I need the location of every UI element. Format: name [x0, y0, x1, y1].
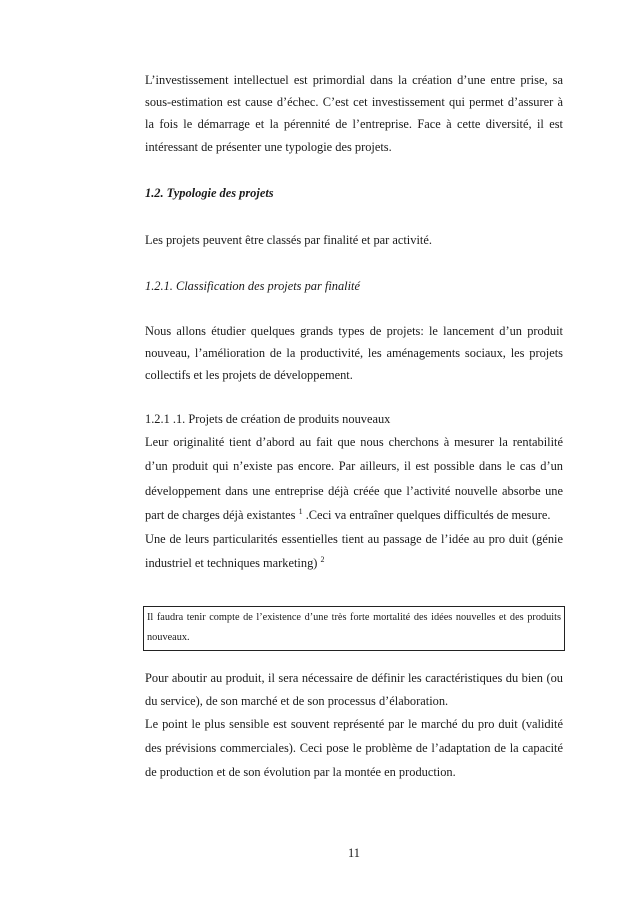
subsubsection-heading: 1.2.1 .1. Projets de création de produits nouveaux	[145, 412, 391, 426]
callout-text: Il faudra tenir compte de l’existence d’une très forte mortalité des idées nouvelles et des produits nouveaux.	[147, 612, 561, 643]
originality-text-end: .Ceci va entraîner quelques difficultés de mesure.	[305, 507, 551, 522]
originality-paragraph	[145, 430, 563, 527]
subsubsection-block	[145, 408, 563, 575]
subsection-heading-block	[145, 275, 563, 297]
section-intro-block	[145, 229, 563, 251]
footnote-ref-1: 1	[298, 506, 303, 516]
subsection-paragraph-block	[145, 320, 563, 387]
section-heading-block	[145, 182, 563, 204]
particularity-paragraph	[145, 527, 563, 575]
particularity-text: Une de leurs particularités essentielles tient au passage de l’idée au pro duit (génie industriel et techniques marketing)	[145, 532, 563, 571]
product-block	[145, 667, 563, 784]
subsection-paragraph: Nous allons étudier quelques grands types de projets: le lancement d’un produit nouveau, l’amélioration de la productivité, les aménagements sociaux, les projets collectifs et les projets de développement.	[145, 324, 563, 383]
subsection-heading: 1.2.1. Classification des projets par finalité	[145, 279, 361, 293]
callout-box	[143, 606, 565, 651]
page-number: 11	[348, 846, 360, 860]
footnote-ref-2: 2	[320, 554, 325, 564]
intro-block	[145, 69, 563, 158]
market-paragraph: Le point le plus sensible est souvent représenté par le marché du pro duit (validité des prévisions commerciales). Ceci pose le problème de l’adaptation de la capacité de production et de son évolution par la montée en production.	[145, 717, 563, 780]
originality-text-start: Leur originalité tient d’abord au fait que nous cherchons à mesurer la rentabilité d’un produit qui n’existe pas encore. Par ailleurs, il est possible dans le cas d’un développement dans une entreprise déjà créée que l’activité nouvelle absorbe une part de charges déjà existantes	[145, 435, 563, 522]
intro-paragraph: L’investissement intellectuel est primordial dans la création d’une entre prise, sa sous-estimation est cause d’échec. C’est cet investissement qui permet d’assurer à la fois le démarrage et la pérennité de l’entreprise. Face à cette diversité, il est intéressant de présenter une typologie des projets.	[145, 73, 563, 154]
section-heading: 1.2. Typologie des projets	[145, 186, 274, 200]
section-intro: Les projets peuvent être classés par finalité et par activité.	[145, 233, 432, 247]
product-paragraph: Pour aboutir au produit, il sera nécessaire de définir les caractéristiques du bien (ou du service), de son marché et de son processus d’élaboration.	[145, 671, 563, 708]
